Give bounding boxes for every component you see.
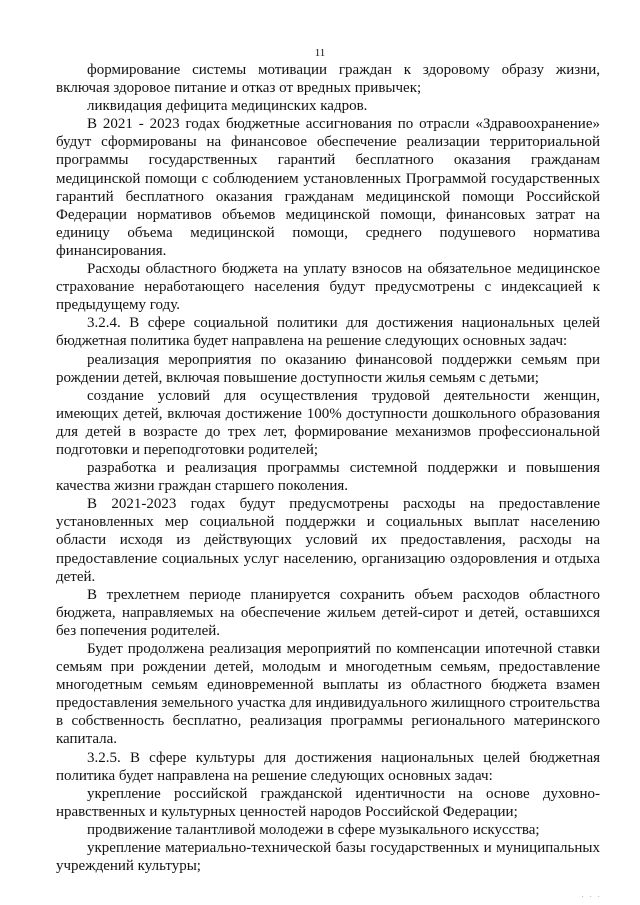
paragraph: создание условий для осуществления трудовой деятельности женщин, имеющих детей, включая достижение 100% доступности дошкольного образования для детей в возрасте до трех лет, формирование механизмов профессиональной подготовки и переподготовки родителей; — [56, 387, 600, 458]
section-heading-paragraph: 3.2.4. В сфере социальной политики для достижения национальных целей бюджетная политика будет направлена на решение следующих основных задач: — [56, 315, 600, 350]
paragraph: ликвидация дефицита медицинских кадров. — [87, 98, 368, 115]
document-body — [56, 61, 600, 875]
section-heading-paragraph: 3.2.5. В сфере культуры для достижения национальных целей бюджетная политика будет направлена на решение следующих основных задач: — [56, 749, 600, 784]
paragraph: реализация мероприятия по оказанию финансовой поддержки семьям при рождении детей, включая повышение доступности жилья семьям с детьми; — [56, 351, 600, 386]
footer-stamp: · · · — [581, 893, 602, 901]
paragraph: разработка и реализация программы системной поддержки и повышения качества жизни граждан старшего поколения. — [56, 460, 600, 495]
paragraph: В 2021-2023 годах будут предусмотрены расходы на предоставление установленных мер социальной поддержки и социальных выплат населению области исходя из действующих условий их предоставления, расходы на предоставление социальных услуг населению, организацию оздоровления и отдыха детей. — [56, 496, 600, 585]
paragraph: Расходы областного бюджета на уплату взносов на обязательное медицинское страхование неработающего населения будут предусмотрены с индексацией к предыдущему году. — [56, 261, 600, 314]
paragraph: укрепление материально-технической базы государственных и муниципальных учреждений культуры; — [56, 840, 600, 875]
page-number: 11 — [314, 47, 326, 59]
paragraph: В 2021 - 2023 годах бюджетные ассигнования по отрасли «Здравоохранение» будут сформированы на финансовое обеспечение реализации территориальной программы государственных гарантий бесплатного оказания гражданам медицинской помощи с соблюдением установленных Программой государственных гарантий бесплатного оказания гражданам медицинской помощи Российской Федерации нормативов объемов медицинской помощи, финансовых затрат на единицу объема медицинской помощи, среднего подушевого норматива финансирования. — [56, 116, 600, 259]
paragraph: укрепление российской гражданской идентичности на основе духовно-нравственных и культурных ценностей народов Российской Федерации; — [56, 785, 600, 820]
paragraph: продвижение талантливой молодежи в сфере музыкального искусства; — [87, 821, 540, 838]
paragraph: формирование системы мотивации граждан к здоровому образу жизни, включая здоровое питание и отказ от вредных привычек; — [56, 62, 600, 97]
paragraph: В трехлетнем периоде планируется сохранить объем расходов областного бюджета, направляемых на обеспечение жильем детей-сирот и детей, оставшихся без попечения родителей. — [56, 586, 600, 639]
paragraph: Будет продолжена реализация мероприятий по компенсации ипотечной ставки семьям при рождении детей, молодым и многодетным семьям, предоставление многодетным семьям единовременной выплаты из областного бюджета взамен предоставления земельного участка для индивидуального жилищного строительства в собственность бесплатно, реализация программы регионального материнского капитала. — [56, 641, 600, 748]
